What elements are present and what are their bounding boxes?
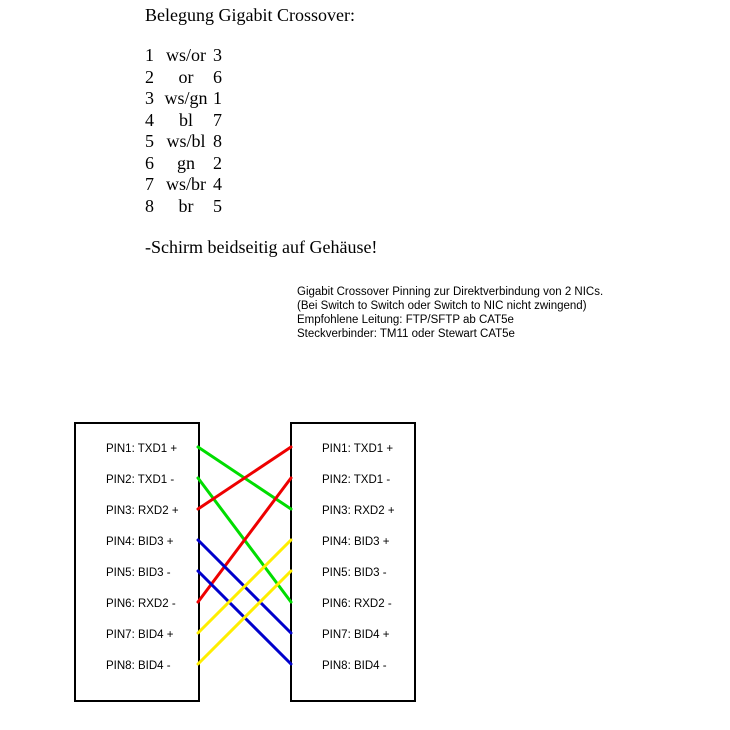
shield-note: -Schirm beidseitig auf Gehäuse! bbox=[145, 237, 378, 257]
mapping-row bbox=[145, 153, 255, 175]
mapping-wire-color: ws/or bbox=[166, 45, 206, 65]
wire-pin6-to-pin2 bbox=[198, 478, 291, 602]
mapping-to-pin: 7 bbox=[213, 109, 222, 130]
mapping-from-pin: 2 bbox=[145, 66, 154, 87]
mapping-wire-color: br bbox=[178, 195, 194, 216]
right-pin-label: PIN8: BID4 - bbox=[322, 660, 387, 672]
left-pin-label: PIN6: RXD2 - bbox=[106, 598, 176, 610]
mapping-wire-color: or bbox=[178, 66, 194, 87]
mapping-from-pin: 6 bbox=[145, 152, 154, 173]
left-pin-label: PIN3: RXD2 + bbox=[106, 505, 179, 517]
pin-mapping-list bbox=[145, 45, 255, 217]
right-pin-label: PIN7: BID4 + bbox=[322, 629, 390, 641]
mapping-wire-color: bl bbox=[178, 109, 193, 130]
mapping-wire-color: ws/br bbox=[166, 174, 206, 194]
left-pin-label: PIN8: BID4 - bbox=[106, 660, 171, 672]
mapping-from-pin: 1 bbox=[145, 45, 154, 65]
mapping-row bbox=[145, 196, 255, 218]
mapping-wire-color: ws/bl bbox=[166, 131, 206, 151]
mapping-to-pin: 8 bbox=[213, 131, 222, 151]
right-pin-label: PIN1: TXD1 + bbox=[322, 443, 394, 455]
wire-pin3-to-pin1 bbox=[198, 447, 291, 509]
mapping-to-pin: 6 bbox=[213, 66, 222, 87]
wire-pin7-to-pin4 bbox=[198, 540, 291, 633]
wire-pin5-to-pin8 bbox=[198, 571, 291, 664]
mapping-from-pin: 3 bbox=[145, 88, 154, 108]
mapping-row bbox=[145, 88, 255, 110]
mapping-row bbox=[145, 174, 255, 196]
mapping-to-pin: 1 bbox=[213, 88, 222, 108]
right-pin-label: PIN5: BID3 - bbox=[322, 567, 387, 579]
wire-pin4-to-pin7 bbox=[198, 540, 291, 633]
mapping-wire-color: ws/gn bbox=[164, 88, 208, 108]
wire-pin1-to-pin3 bbox=[198, 447, 291, 509]
left-pin-label: PIN7: BID4 + bbox=[106, 629, 174, 641]
info-line: Gigabit Crossover Pinning zur Direktverbindung von 2 NICs. bbox=[297, 286, 604, 298]
info-line: Empfohlene Leitung: FTP/SFTP ab CAT5e bbox=[297, 314, 514, 326]
mapping-to-pin: 2 bbox=[213, 152, 222, 173]
left-pin-label: PIN4: BID3 + bbox=[106, 536, 174, 548]
right-pin-label: PIN2: TXD1 - bbox=[322, 474, 391, 486]
mapping-row bbox=[145, 131, 255, 153]
right-pin-label: PIN3: RXD2 + bbox=[322, 505, 395, 517]
mapping-to-pin: 5 bbox=[213, 195, 222, 216]
mapping-from-pin: 5 bbox=[145, 131, 154, 151]
left-pin-label: PIN1: TXD1 + bbox=[106, 443, 178, 455]
mapping-row bbox=[145, 67, 255, 89]
mapping-from-pin: 4 bbox=[145, 109, 154, 130]
left-pin-label: PIN5: BID3 - bbox=[106, 567, 171, 579]
info-line: Steckverbinder: TM11 oder Stewart CAT5e bbox=[297, 328, 515, 340]
page-title: Belegung Gigabit Crossover: bbox=[145, 5, 355, 25]
right-pin-label: PIN6: RXD2 - bbox=[322, 598, 392, 610]
mapping-to-pin: 4 bbox=[213, 174, 222, 194]
info-line: (Bei Switch to Switch oder Switch to NIC nicht zwingend) bbox=[297, 300, 587, 312]
mapping-to-pin: 3 bbox=[213, 45, 222, 65]
left-pin-label: PIN2: TXD1 - bbox=[106, 474, 175, 486]
mapping-from-pin: 7 bbox=[145, 174, 154, 194]
mapping-wire-color: gn bbox=[177, 152, 195, 173]
wire-pin2-to-pin6 bbox=[198, 478, 291, 602]
mapping-from-pin: 8 bbox=[145, 195, 154, 216]
info-block bbox=[297, 285, 603, 341]
mapping-row bbox=[145, 45, 255, 67]
mapping-row bbox=[145, 110, 255, 132]
wire-pin8-to-pin5 bbox=[198, 571, 291, 664]
right-pin-label: PIN4: BID3 + bbox=[322, 536, 390, 548]
